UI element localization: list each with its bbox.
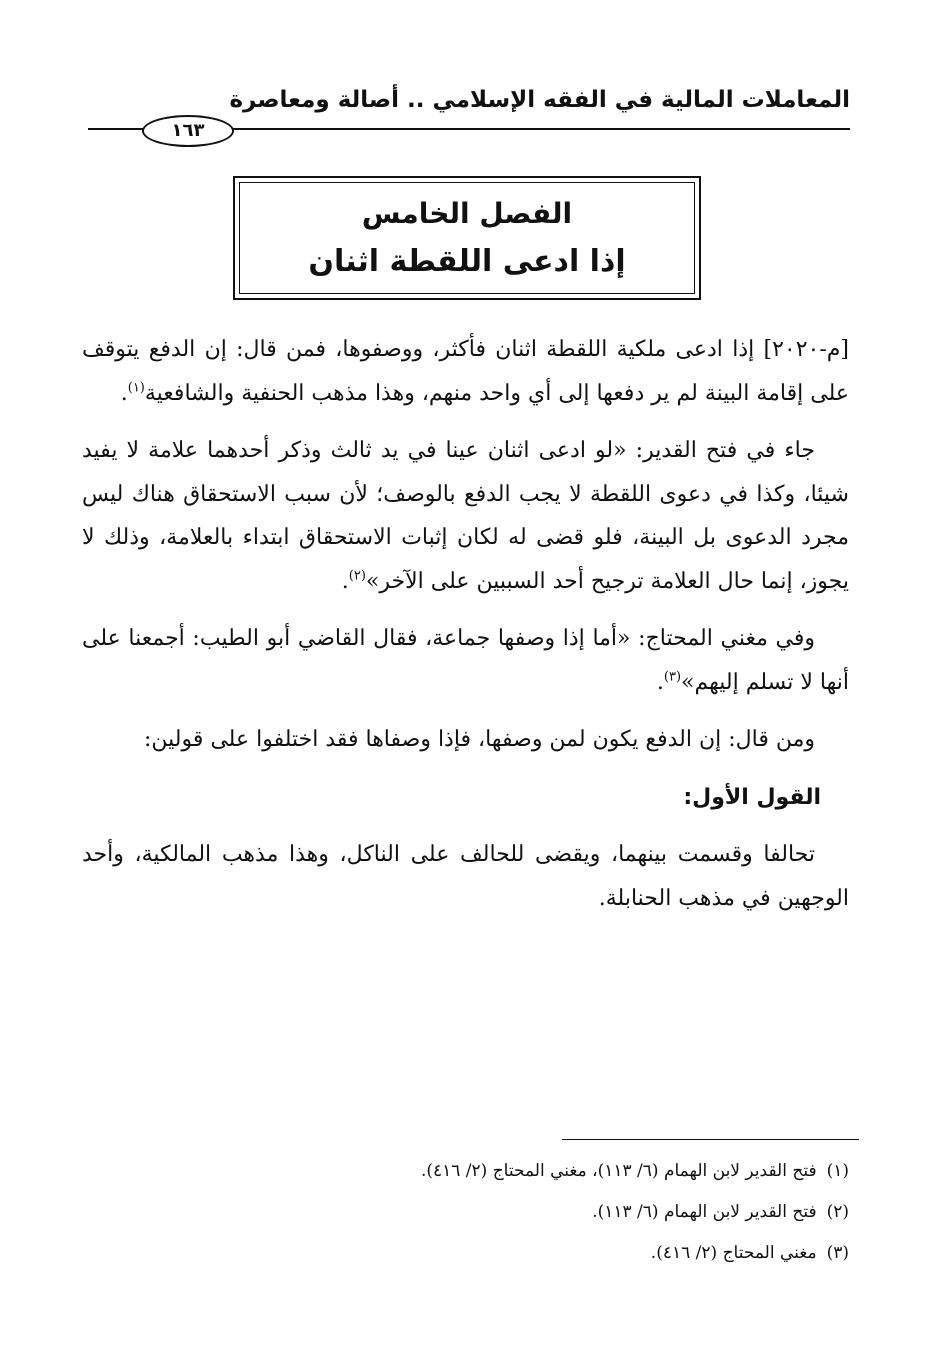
chapter-title-frame bbox=[239, 182, 695, 294]
footnote-2 bbox=[82, 1197, 849, 1227]
paragraph-1-end: . bbox=[120, 380, 128, 406]
paragraph-3-end: . bbox=[656, 669, 664, 695]
paragraph-3 bbox=[82, 617, 849, 704]
paragraph-2-text: جاء في فتح القدير: «لو ادعى اثنان عينا في يد ثالث وذكر أحدهما علامة لا يفيد شيئا، وكذا في دعوى اللقطة لا يجب الدفع بالوصف؛ لأن سبب الاستحقاق هناك ليس مجرد الدعوى بل البينة، فلو قضى له لكان إثبات الاستحقاق ابتداء بالعلامة، وذلك لا يجوز، إنما حال العلامة ترجيح أحد السببين على الآخر» bbox=[82, 438, 849, 594]
chapter-title: إذا ادعى اللقطة اثنان bbox=[308, 244, 626, 279]
footnote-3 bbox=[82, 1238, 849, 1268]
footnote-3-text: مغني المحتاج (٢/ ٤١٦). bbox=[650, 1243, 817, 1263]
footnotes bbox=[82, 1156, 849, 1279]
footnote-rule bbox=[562, 1139, 859, 1140]
running-header: المعاملات المالية في الفقه الإسلامي .. أصالة ومعاصرة bbox=[229, 87, 850, 113]
paragraph-2-end: . bbox=[341, 568, 349, 594]
footnote-ref-3: (٣) bbox=[663, 669, 682, 685]
page-number: ١٦٣ bbox=[142, 115, 234, 147]
footnote-ref-1: (١) bbox=[127, 380, 145, 396]
paragraph-5: تحالفا وقسمت بينهما، ويقضى للحالف على الناكل، وهذا مذهب المالكية، وأحد الوجهين في مذهب الحنابلة. bbox=[82, 842, 849, 911]
paragraph-3-text: وفي مغني المحتاج: «أما إذا وصفها جماعة، فقال القاضي أبو الطيب: أجمعنا على أنها لا تسلم إليهم» bbox=[82, 626, 849, 695]
paragraph-2 bbox=[82, 429, 849, 603]
paragraph-1 bbox=[82, 328, 849, 415]
chapter-label: الفصل الخامس bbox=[361, 197, 573, 230]
footnote-ref-2: (٢) bbox=[348, 568, 366, 584]
paragraph-4: ومن قال: إن الدفع يكون لمن وصفها، فإذا وصفاها فقد اختلفوا على قولين: bbox=[143, 727, 815, 752]
footnote-1-text: فتح القدير لابن الهمام (٦/ ١١٣)، مغني المحتاج (٢/ ٤١٦). bbox=[420, 1161, 817, 1181]
footnote-3-number: (٣) bbox=[826, 1243, 849, 1263]
chapter-title-box bbox=[233, 176, 701, 300]
section-heading-first-opinion: القول الأول: bbox=[683, 784, 821, 810]
body-text bbox=[82, 328, 849, 934]
footnote-2-number: (٢) bbox=[826, 1202, 849, 1222]
footnote-2-text: فتح القدير لابن الهمام (٦/ ١١٣). bbox=[592, 1202, 817, 1222]
footnote-1-number: (١) bbox=[826, 1161, 849, 1181]
footnote-1 bbox=[82, 1156, 849, 1186]
paragraph-1-text: [م-٢٠٢٠] إذا ادعى ملكية اللقطة اثنان فأكثر، ووصفوها، فمن قال: إن الدفع يتوقف على إقامة البينة لم ير دفعها إلى أي واحد منهم، وهذا مذهب الحنفية والشافعية bbox=[82, 337, 849, 406]
